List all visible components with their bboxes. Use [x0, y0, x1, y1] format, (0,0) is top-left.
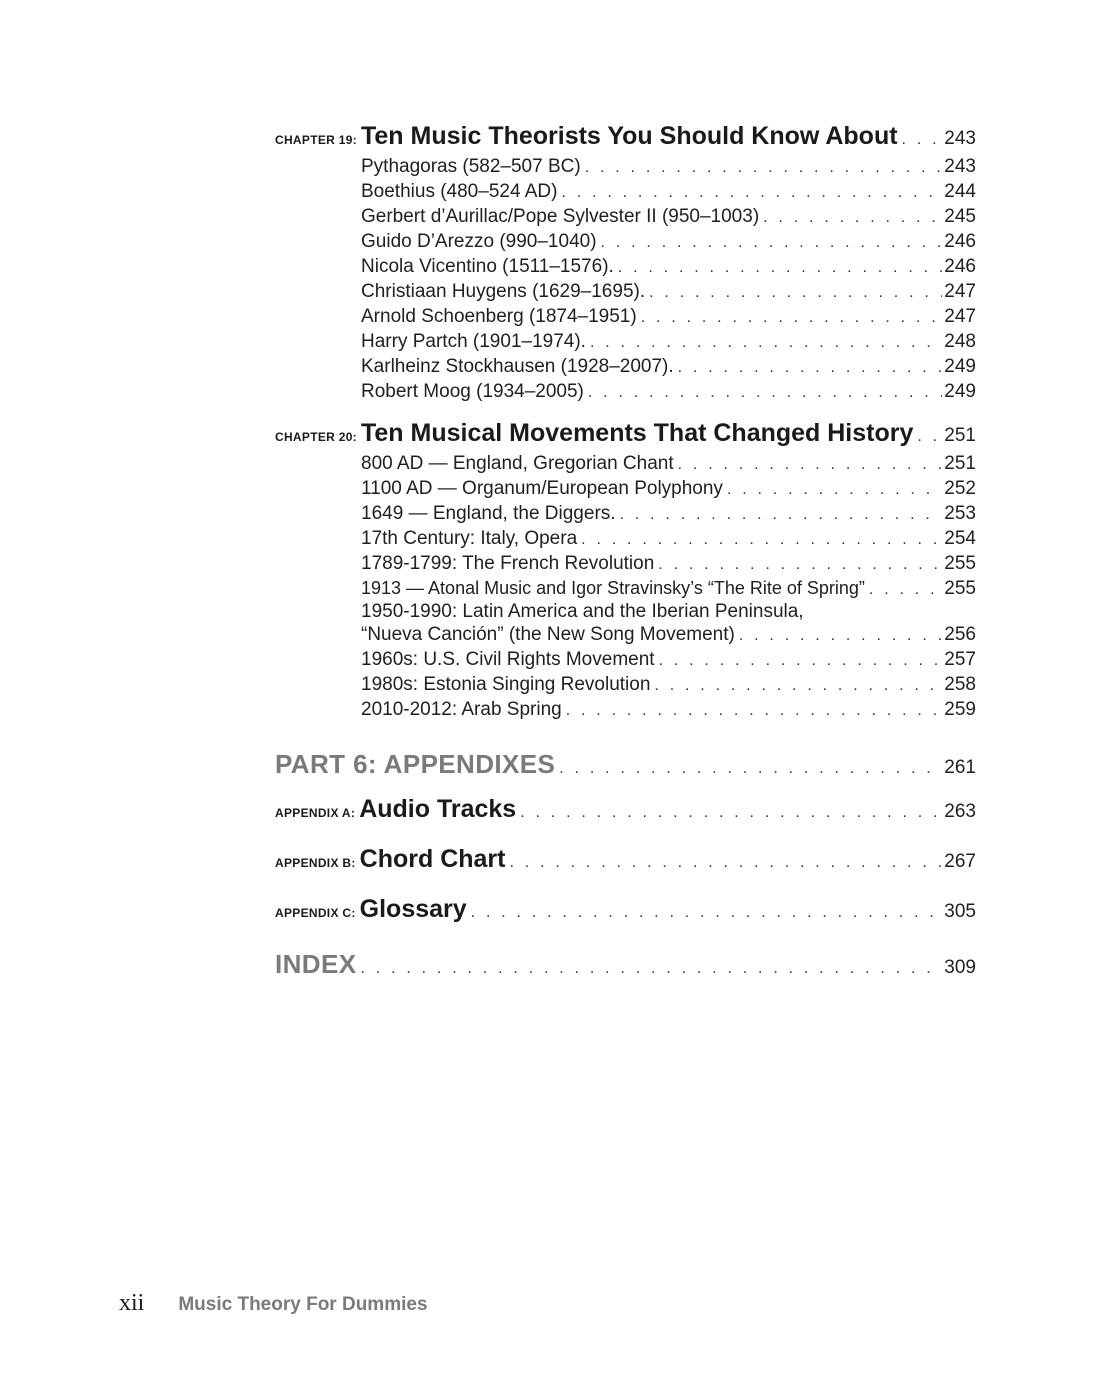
page-number: 243: [944, 156, 976, 177]
toc-entry[interactable]: [361, 279, 976, 304]
page-number: 263: [944, 801, 976, 822]
chapter-label: CHAPTER 20:: [275, 430, 357, 444]
toc-entry[interactable]: [361, 329, 976, 354]
entry-title: Guido D’Arezzo (990–1040): [361, 231, 597, 252]
page-number: 251: [944, 425, 976, 446]
chapter-title: Ten Music Theorists You Should Know About: [360, 122, 898, 150]
part-title: PART 6: APPENDIXES: [275, 749, 556, 779]
dot-leader: [869, 577, 942, 602]
page-number: 259: [944, 699, 976, 720]
toc-entry[interactable]: [361, 179, 976, 204]
chapter-19-heading[interactable]: [275, 118, 976, 154]
dot-leader: [601, 230, 943, 255]
dot-leader: [678, 452, 943, 477]
toc-entry[interactable]: [361, 354, 976, 379]
page-number: 261: [944, 757, 976, 778]
footer-book-title: Music Theory For Dummies: [178, 1294, 428, 1315]
page-number: 253: [944, 503, 976, 524]
entry-title: Boethius (480–524 AD): [361, 181, 558, 202]
dot-leader: [509, 838, 942, 888]
entry-title-line-1: 1950-1990: Latin America and the Iberian Peninsula,: [361, 601, 804, 622]
dot-leader: [739, 623, 942, 648]
entry-title: Gerbert d’Aurillac/Pope Sylvester II (950–1003): [361, 206, 760, 227]
dot-leader: [654, 673, 942, 698]
toc-entry[interactable]: [361, 304, 976, 329]
dot-leader: [520, 788, 942, 838]
toc-entry[interactable]: [361, 551, 976, 576]
toc-entry[interactable]: [361, 501, 976, 526]
footer-page-number: xii: [119, 1290, 145, 1316]
page-number: 255: [944, 553, 976, 574]
toc-entry-continuation: [361, 622, 976, 647]
toc-entry[interactable]: [361, 647, 976, 672]
page-number: 267: [944, 851, 976, 872]
page-number: 246: [944, 231, 976, 252]
entry-title: 1649 — England, the Diggers.: [361, 503, 616, 524]
page-number: 252: [944, 478, 976, 499]
appendix-title: Audio Tracks: [359, 795, 517, 823]
chapter-title: Ten Musical Movements That Changed History: [360, 419, 914, 447]
dot-leader: [678, 355, 943, 380]
part-6-heading[interactable]: [275, 744, 976, 784]
entry-title: Arnold Schoenberg (1874–1951): [361, 306, 637, 327]
toc-entry[interactable]: [361, 672, 976, 697]
toc-entry[interactable]: [361, 476, 976, 501]
page-number: 248: [944, 331, 976, 352]
page-number: 254: [944, 528, 976, 549]
page-number: 256: [944, 624, 976, 645]
entry-title: Harry Partch (1901–1974).: [361, 331, 586, 352]
appendix-label: APPENDIX C:: [275, 906, 356, 920]
chapter-20-entries: [361, 451, 976, 722]
dot-leader: [917, 419, 942, 455]
entry-title: Karlheinz Stockhausen (1928–2007).: [361, 356, 674, 377]
entry-title: 1100 AD — Organum/European Polyphony: [361, 478, 723, 499]
entry-title: 1789-1799: The French Revolution: [361, 553, 655, 574]
entry-title: 1913 — Atonal Music and Igor Stravinsky’s “The Rite of Spring”: [361, 578, 865, 598]
toc-entry[interactable]: [361, 154, 976, 179]
page-number: 309: [944, 957, 976, 978]
page-number: 244: [944, 181, 976, 202]
spacer: [275, 404, 976, 415]
page-number: 249: [944, 381, 976, 402]
toc-entry[interactable]: [361, 254, 976, 279]
toc-entry[interactable]: [361, 379, 976, 404]
toc-entry-multiline[interactable]: [361, 601, 976, 647]
dot-leader: [471, 888, 943, 938]
entry-title: 2010-2012: Arab Spring: [361, 699, 562, 720]
dot-leader: [727, 477, 942, 502]
dot-leader: [360, 941, 942, 997]
dot-leader: [561, 180, 942, 205]
entry-title: 1960s: U.S. Civil Rights Movement: [361, 649, 655, 670]
appendix-c-heading[interactable]: [275, 884, 976, 934]
dot-leader: [659, 648, 943, 673]
appendix-label: APPENDIX B:: [275, 856, 356, 870]
page-number: 258: [944, 674, 976, 695]
chapter-20-heading[interactable]: [275, 415, 976, 451]
toc-entry[interactable]: [361, 576, 976, 601]
page-number: 246: [944, 256, 976, 277]
page-footer: [119, 1290, 428, 1317]
spacer: [275, 722, 976, 744]
entry-title-line-2: “Nueva Canción” (the New Song Movement): [361, 624, 735, 645]
chapter-label: CHAPTER 19:: [275, 133, 357, 147]
toc-entry[interactable]: [361, 229, 976, 254]
entry-title: Pythagoras (582–507 BC): [361, 156, 581, 177]
entry-title: Nicola Vicentino (1511–1576).: [361, 256, 614, 277]
dot-leader: [566, 698, 943, 723]
dot-leader: [649, 280, 942, 305]
entry-title: 800 AD — England, Gregorian Chant: [361, 453, 674, 474]
table-of-contents: [275, 118, 976, 992]
dot-leader: [641, 305, 943, 330]
appendix-a-heading[interactable]: [275, 784, 976, 834]
toc-entry[interactable]: [361, 451, 976, 476]
entry-title: Christiaan Huygens (1629–1695).: [361, 281, 646, 302]
toc-entry[interactable]: [361, 204, 976, 229]
toc-entry[interactable]: [361, 697, 976, 722]
index-title: INDEX: [275, 949, 357, 979]
index-heading[interactable]: [275, 936, 976, 992]
chapter-19-entries: [361, 154, 976, 404]
dot-leader: [902, 122, 943, 158]
dot-leader: [658, 552, 942, 577]
page-number: 255: [944, 578, 976, 599]
appendix-title: Glossary: [359, 895, 467, 923]
dot-leader: [763, 205, 942, 230]
page-number: 249: [944, 356, 976, 377]
dot-leader: [588, 380, 942, 405]
appendix-b-heading[interactable]: [275, 834, 976, 884]
dot-leader: [559, 749, 942, 789]
dot-leader: [581, 527, 942, 552]
entry-title: Robert Moog (1934–2005): [361, 381, 584, 402]
page-number: 257: [944, 649, 976, 670]
page-number: 247: [944, 306, 976, 327]
page-number: 305: [944, 901, 976, 922]
dot-leader: [590, 330, 942, 355]
entry-title: 1980s: Estonia Singing Revolution: [361, 674, 651, 695]
page-number: 243: [944, 128, 976, 149]
dot-leader: [618, 255, 942, 280]
dot-leader: [585, 155, 943, 180]
page-number: 245: [944, 206, 976, 227]
entry-title: 17th Century: Italy, Opera: [361, 528, 578, 549]
chapter-19-block: [275, 118, 976, 404]
appendix-label: APPENDIX A:: [275, 806, 356, 820]
page-number: 251: [944, 453, 976, 474]
appendix-title: Chord Chart: [359, 845, 506, 873]
page-number: 247: [944, 281, 976, 302]
chapter-20-block: [275, 415, 976, 722]
dot-leader: [620, 502, 943, 527]
toc-entry[interactable]: [361, 526, 976, 551]
